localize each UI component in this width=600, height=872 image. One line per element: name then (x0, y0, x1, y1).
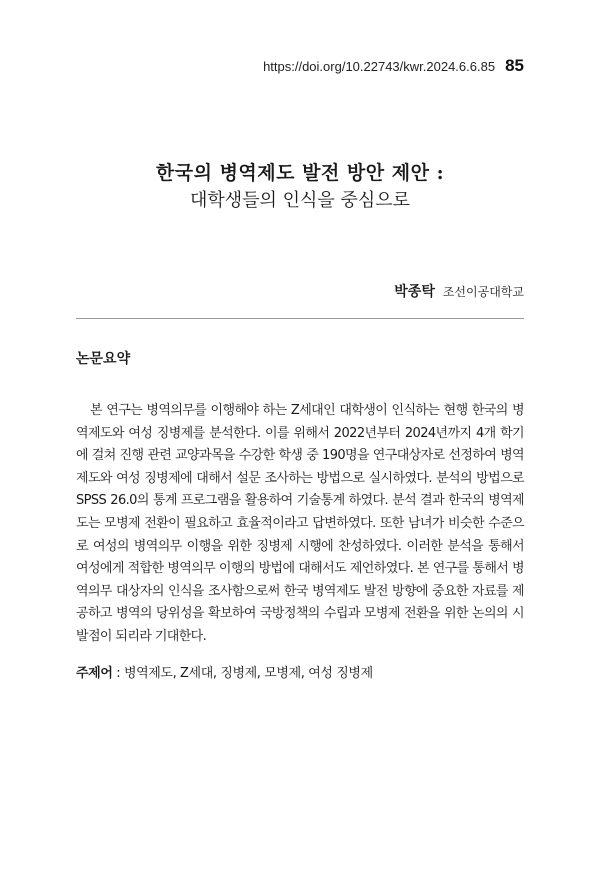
doi-link[interactable]: https://doi.org/10.22743/kwr.2024.6.6.85 (263, 59, 496, 74)
paper-title: 한국의 병역제도 발전 방안 제안 : (155, 162, 445, 184)
keywords-separator: : (112, 666, 124, 681)
page-header (263, 56, 524, 76)
abstract-body: 본 연구는 병역의무를 이행해야 하는 Z세대인 대학생이 인식하는 현행 한국의 병역제도와 여성 징병제를 분석한다. 이를 위해서 2022년부터 2024년까지 4개 학기에 걸쳐 진행 관련 교양과목을 수강한 학생 중 190명을 연구대상자로 선정하여 병역제도와 여성 징병제에 대해서 설문 조사하는 방법으로 실시하였다. 분석의 방법으로 SPSS 26.0의 통계 프로그램을 활용하여 기술통계 하였다. 분석 결과 한국의 병역제도는 모병제 전환이 필요하고 효율적이라고 답변하였다. 또한 남녀가 비슷한 수준으로 여성의 병역의무 이행을 위한 징병제 시행에 찬성하였다. 이러한 분석을 통해서 여성에게 적합한 병역의무 이행의 방법에 대해서도 제언하였다. 본 연구를 통해서 병역의무 대상자의 인식을 조사함으로써 한국 병역제도 발전 방향에 중요한 자료를 제공하고 병역의 당위성을 확보하여 국방정책의 수립과 모병제 전환을 위한 논의의 시발점이 되리라 기대한다. (76, 403, 524, 644)
divider (76, 318, 524, 319)
keywords-label: 주제어 (76, 666, 113, 681)
keywords-list: 병역제도, Z세대, 징병제, 모병제, 여성 징병제 (123, 666, 373, 681)
page-number: 85 (505, 56, 524, 75)
paper-subtitle: 대학생들의 인식을 중심으로 (189, 190, 411, 211)
author-name: 박종탁 (394, 284, 435, 300)
keywords-line (76, 662, 524, 681)
author-affiliation: 조선이공대학교 (442, 285, 524, 299)
abstract-heading: 논문요약 (76, 351, 131, 367)
author-block (394, 281, 524, 301)
